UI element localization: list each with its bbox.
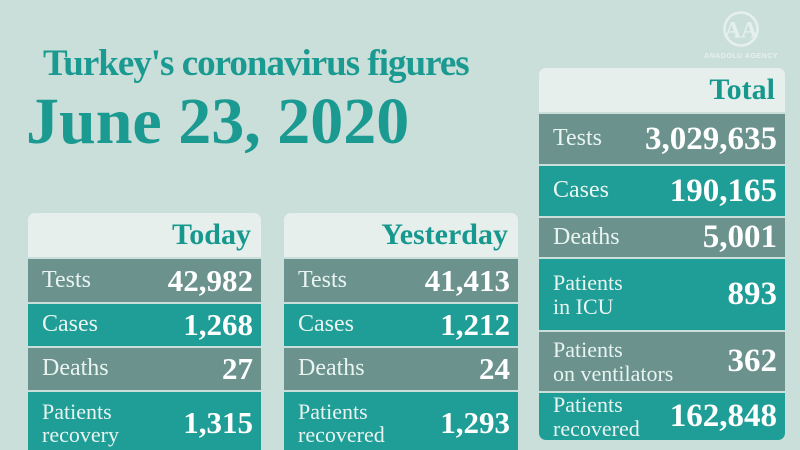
aa-monogram-icon bbox=[703, 6, 779, 64]
yesterday-column bbox=[284, 213, 518, 450]
total-deaths-row bbox=[539, 218, 785, 257]
today-tests-row bbox=[28, 259, 261, 302]
row-value: 42,982 bbox=[167, 262, 253, 298]
yesterday-deaths-row bbox=[284, 348, 518, 390]
today-column bbox=[28, 213, 261, 450]
row-value: 190,165 bbox=[669, 172, 777, 209]
report-date: June 23, 2020 bbox=[26, 85, 410, 158]
total-recovered-row bbox=[539, 393, 785, 440]
total-ventilators-row bbox=[539, 332, 785, 391]
row-value: 1,293 bbox=[440, 405, 510, 440]
row-label: Patients recovery bbox=[42, 398, 119, 447]
total-cases-row bbox=[539, 166, 785, 216]
row-value: 362 bbox=[727, 343, 777, 379]
row-label: Tests bbox=[42, 266, 91, 293]
row-value: 3,029,635 bbox=[645, 120, 777, 157]
row-label: Patients recovered bbox=[298, 398, 385, 447]
row-label: Patients on ventilators bbox=[553, 337, 674, 386]
total-column-header: Total bbox=[539, 68, 785, 112]
row-label: Deaths bbox=[298, 355, 365, 382]
row-label: Tests bbox=[298, 266, 347, 293]
row-value: 41,413 bbox=[424, 262, 510, 298]
row-label: Deaths bbox=[553, 223, 620, 250]
logo-monogram: AA bbox=[724, 17, 758, 43]
row-label: Cases bbox=[42, 311, 98, 338]
yesterday-tests-row bbox=[284, 259, 518, 302]
row-value: 893 bbox=[727, 276, 777, 312]
today-deaths-row bbox=[28, 348, 261, 390]
today-column-header: Today bbox=[28, 213, 261, 257]
anadolu-agency-logo bbox=[703, 6, 779, 69]
yesterday-recovered-row bbox=[284, 392, 518, 450]
row-value: 5,001 bbox=[702, 219, 777, 255]
row-label: Patients recovered bbox=[553, 392, 640, 441]
total-tests-row bbox=[539, 114, 785, 164]
row-label: Tests bbox=[553, 125, 602, 152]
total-column bbox=[539, 68, 785, 442]
yesterday-cases-row bbox=[284, 304, 518, 346]
today-cases-row bbox=[28, 304, 261, 346]
total-icu-row bbox=[539, 259, 785, 330]
row-value: 24 bbox=[479, 351, 510, 386]
yesterday-column-header: Yesterday bbox=[284, 213, 518, 257]
row-label: Patients in ICU bbox=[553, 270, 623, 319]
row-label: Deaths bbox=[42, 355, 109, 382]
row-label: Cases bbox=[553, 177, 609, 204]
today-recovered-row bbox=[28, 392, 261, 450]
row-value: 162,848 bbox=[669, 398, 777, 434]
logo-agency-name: ANADOLU AGENCY bbox=[703, 51, 779, 60]
row-label: Cases bbox=[298, 311, 354, 338]
row-value: 1,212 bbox=[440, 307, 510, 342]
page-title: Turkey's coronavirus figures bbox=[43, 43, 469, 84]
row-value: 1,268 bbox=[183, 307, 253, 342]
row-value: 1,315 bbox=[183, 405, 253, 440]
row-value: 27 bbox=[222, 351, 253, 386]
